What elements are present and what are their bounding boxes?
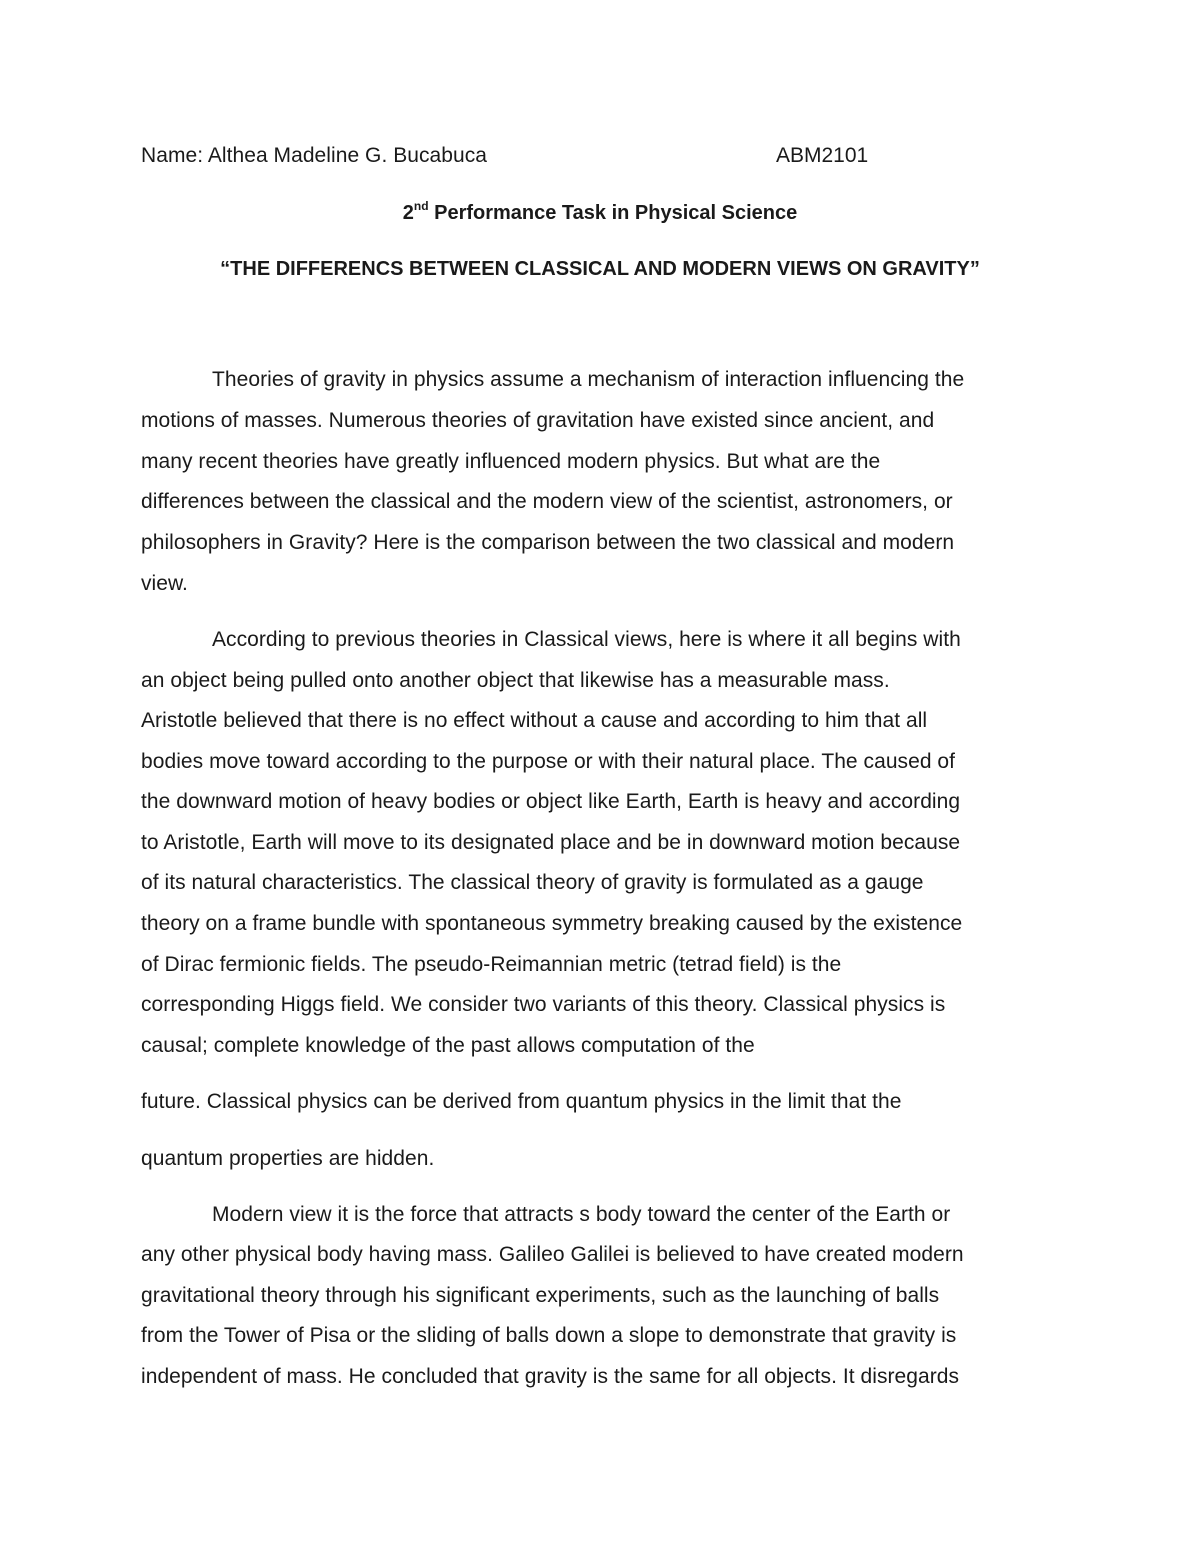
task-number: 2 <box>402 202 414 224</box>
task-title <box>0 199 1200 227</box>
paragraph-1-line: motions of masses. Numerous theories of gravitation have existed since ancient, and <box>141 409 935 432</box>
paragraph-2-line: theory on a frame bundle with spontaneous symmetry breaking caused by the existence <box>141 912 963 935</box>
paragraph-2-line: of its natural characteristics. The classical theory of gravity is formulated as a gauge <box>141 871 924 894</box>
task-ordinal-suffix: nd <box>413 199 429 213</box>
student-name: Name: Althea Madeline G. Bucabuca <box>141 144 488 167</box>
paragraph-1-line: many recent theories have greatly influenced modern physics. But what are the <box>141 450 881 473</box>
paragraph-2-line: According to previous theories in Classical views, here is where it all begins with <box>212 628 961 651</box>
paragraph-3-line: independent of mass. He concluded that gravity is the same for all objects. It disregards <box>141 1365 960 1388</box>
paragraph-1-line: Theories of gravity in physics assume a mechanism of interaction influencing the <box>212 368 965 391</box>
paragraph-3-line: Modern view it is the force that attracts s body toward the center of the Earth or <box>212 1203 951 1226</box>
paragraph-2-line: to Aristotle, Earth will move to its designated place and be in downward motion because <box>141 831 961 854</box>
class-code: ABM2101 <box>776 144 869 167</box>
task-title-text: Performance Task in Physical Science <box>428 202 798 224</box>
paragraph-2-line: bodies move toward according to the purpose or with their natural place. The caused of <box>141 750 956 773</box>
paragraph-1-line: view. <box>141 572 188 595</box>
paragraph-2-line: of Dirac fermionic fields. The pseudo-Reimannian metric (tetrad field) is the <box>141 953 842 976</box>
paragraph-2-line: Aristotle believed that there is no effect without a cause and according to him that all <box>141 709 928 732</box>
paragraph-1-line: philosophers in Gravity? Here is the comparison between the two classical and modern <box>141 531 955 554</box>
paragraph-2-line: an object being pulled onto another object that likewise has a measurable mass. <box>141 669 890 692</box>
paragraph-1-line: differences between the classical and the modern view of the scientist, astronomers, or <box>141 490 953 513</box>
paragraph-3-line: from the Tower of Pisa or the sliding of balls down a slope to demonstrate that gravity is <box>141 1324 957 1347</box>
paragraph-2-line: corresponding Higgs field. We consider two variants of this theory. Classical physics is <box>141 993 946 1016</box>
essay-title: “THE DIFFERENCS BETWEEN CLASSICAL AND MODERN VIEWS ON GRAVITY” <box>220 258 980 280</box>
paragraph-2-line: future. Classical physics can be derived from quantum physics in the limit that the <box>141 1090 902 1113</box>
paragraph-2-line: the downward motion of heavy bodies or object like Earth, Earth is heavy and according <box>141 790 961 813</box>
paragraph-2-line: quantum properties are hidden. <box>141 1147 435 1170</box>
paragraph-3-line: any other physical body having mass. Galileo Galilei is believed to have created modern <box>141 1243 964 1266</box>
paragraph-3-line: gravitational theory through his significant experiments, such as the launching of balls <box>141 1284 940 1307</box>
paragraph-2-line: causal; complete knowledge of the past allows computation of the <box>141 1034 755 1057</box>
